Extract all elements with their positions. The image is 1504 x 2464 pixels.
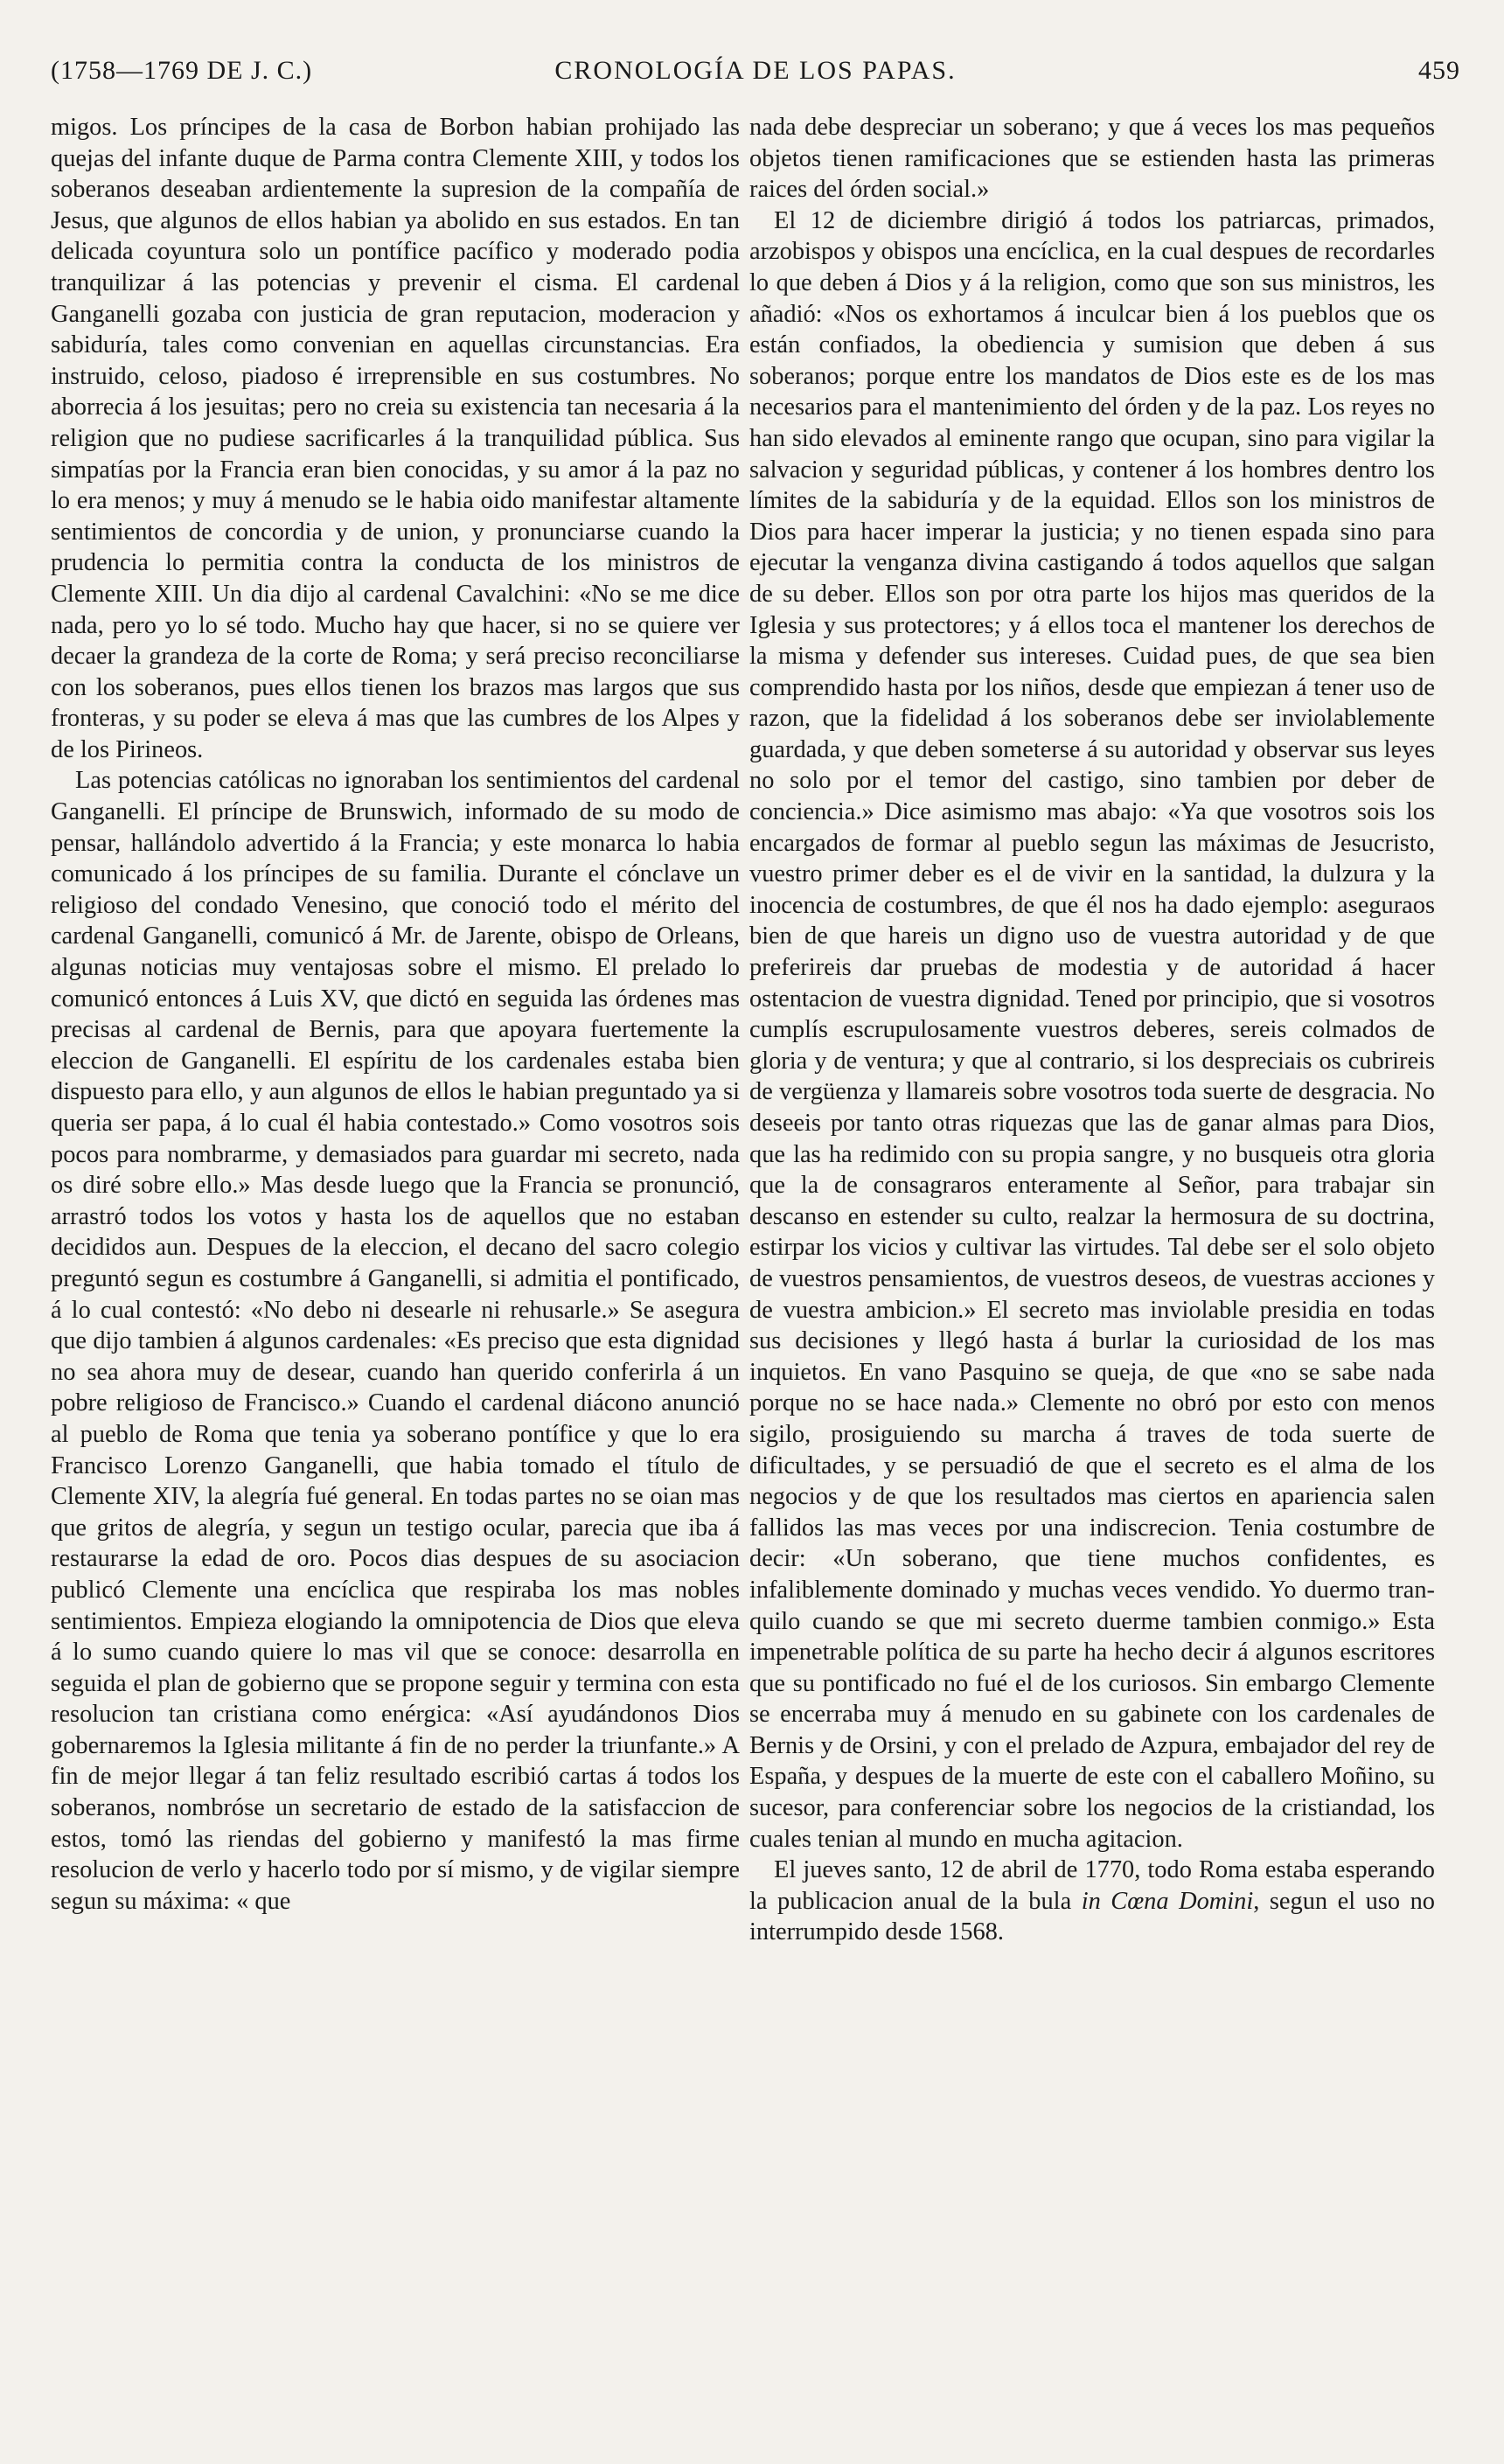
- running-title: CRONOLOGÍA DE LOS PAPAS.: [554, 56, 957, 85]
- paragraph-text: , segun el uso no interrumpido desde 1568.: [749, 1887, 1435, 1946]
- left-column: [51, 112, 740, 1917]
- bull-title: in Cœna Domini: [1081, 1887, 1254, 1915]
- paragraph: migos. Los príncipes de la casa de Borbon habian prohijado las quejas del infante duque de Parma contra Clemente XIII, y todos los soberanos deseaban ardientemente la supresion de la compañía de Jesus, que algunos de ellos habian ya abolido en sus estados. En tan delicada coyuntura solo un pontífice pacífico y moderado podia tranquilizar á las potencias y prevenir el cisma. El cardenal Ganganelli gozaba con justicia de gran reputacion, moderacion y sabiduría, tales como convenian en aquellas circunstancias. Era instruido, celoso, piadoso é irreprensible en sus costumbres. No aborrecia á los jesuitas; pero no creia su existencia tan necesaria á la religion que no pudiese sacrificarles á la tranquilidad pública. Sus simpatías por la Francia eran bien conocidas, y su amor á la paz no lo era menos; y muy á menudo se le habia oido manifestar altamente sentimientos de concordia y de union, y pronunciarse cuando la prudencia lo permitia contra la conducta de los ministros de Clemente XIII. Un dia dijo al cardenal Cavalchini: «No se me dice nada, pero yo lo sé todo. Mucho hay que hacer, si no se quiere ver decaer la grandeza de la corte de Roma; y será preciso reconciliarse con los soberanos, pues ellos tienen los brazos mas largos que sus fronteras, y su poder se eleva á mas que las cumbres de los Alpes y de los Pirineos.: [51, 114, 740, 763]
- paragraph: [749, 1855, 1435, 1948]
- right-column: [749, 112, 1435, 1948]
- page-number: 459: [1418, 56, 1460, 85]
- paragraph-text: El jueves santo, 12 de abril de 1770, todo Roma estaba esperando la publicacion anual de la bula: [749, 1856, 1435, 1915]
- page-header: [51, 56, 1460, 108]
- date-range: (1758—1769 DE J. C.): [51, 56, 313, 85]
- paragraph: Las potencias católicas no ignoraban los sentimientos del cardenal Ganganelli. El príncipe de Brunswich, informado de su modo de pensar, hallándolo advertido á la Francia; y este monarca lo habia comunicado á los príncipes de su familia. Durante el cónclave un religioso del condado Venesino, que conoció todo el mérito del cardenal Ganganelli, comunicó á Mr. de Jarente, obispo de Orleans, algunas noticias muy ventajosas sobre el mismo. El prelado lo comunicó entonces á Luis XV, que dictó en seguida las órdenes mas precisas al cardenal de Bernis, para que apoyara fuertemente la eleccion de Ganganelli. El espíritu de los cardenales estaba bien dispuesto para ello, y aun algunos de ellos le habian preguntado ya si queria ser papa, á lo cual él habia contestado.» Como vosotros sois pocos para nombrarme, y demasiados para guardar mi secreto, nada os diré sobre ello.» Mas desde luego que la Francia se pronunció, arrastró todos los votos y hasta los de aquellos que no estaban decididos aun. Despues de la eleccion, el decano del sacro colegio preguntó segun es costumbre á Ganganelli, si admitia el pontificado, á lo cual contestó: «No debo ni desearle ni rehusarle.» Se asegura que dijo tambien á algunos cardenales: «Es preciso que esta dignidad no sea ahora muy de desear, cuando han querido conferirla á un pobre religioso de Francisco.» Cuando el cardenal diácono anunció al pueblo de Roma que tenia ya soberano pontífice y que lo era Francisco Lorenzo Ganganelli, que habia tomado el título de Clemente XIV, la alegría fué general. En todas partes no se oian mas que gritos de alegría, y segun un testigo ocular, parecia que iba á restaurarse la edad de oro. Pocos dias despues de su asociacion publicó Clemente una encíclica que respiraba los mas nobles sentimientos. Empieza elogiando la omnipotencia de Dios que eleva á lo sumo cuando quiere lo mas vil que se conoce: desarrolla en seguida el plan de gobierno que se propone seguir y termina con esta resolucion tan cristiana como enérgica: «Así ayudándonos Dios gobernaremos la Iglesia militante á fin de no perder la triunfante.» A fin de mejor llegar á tan feliz resultado escribió cartas á todos los soberanos, nombróse un secretario de estado de la satisfaccion de estos, tomó las riendas del gobierno y manifestó la mas firme resolucion de verlo y hacerlo todo por sí mismo, y de vigilar siempre segun su máxima: « que: [51, 767, 740, 1915]
- paragraph: nada debe despreciar un soberano; y que á veces los mas pequeños objetos tienen ramificaciones que se estienden hasta las primeras raices del órden social.»: [749, 114, 1435, 204]
- paragraph: El 12 de diciembre dirigió á todos los patriarcas, primados, arzobispos y obispos una encíclica, en la cual despues de recordarles lo que deben á Dios y á la religion, como que son sus ministros, les añadió: «Nos os exhortamos á inculcar bien á los pueblos que os están confiados, la obediencia y sumision que deben á sus soberanos; porque entre los mandatos de Dios este es de los mas necesarios para el mantenimiento del órden y de la paz. Los reyes no han sido elevados al eminente rango que ocupan, sino para vigilar la salvacion y seguridad públicas, y contener á los hombres dentro los límites de la sabiduría y de la equidad. Ellos son los ministros de Dios para hacer imperar la justicia; y no tienen espada sino para ejecutar la venganza divina castigando á todos aquellos que salgan de su deber. Ellos son por otra parte los hijos mas queridos de la Iglesia y sus protectores; y á ellos toca el mantener los derechos de la misma y defender sus intereses. Cuidad pues, de que sea bien comprendido hasta por los niños, desde que empiezan á tener uso de razon, que la fidelidad á los soberanos debe ser inviolablemente guardada, y que deben someterse á su autoridad y observar sus leyes no solo por el temor del castigo, sino tambien por deber de conciencia.» Dice asimismo mas abajo: «Ya que vosotros sois los encargados de formar al pueblo segun las máximas de Jesucristo, vuestro primer deber es el de vivir en la santidad, la dulzura y la inocencia de costumbres, de que él nos ha dado ejemplo: aseguraos bien de que hareis un digno uso de vuestra autoridad y de que preferireis dar pruebas de modestia y de autoridad á hacer ostentacion de vuestra dignidad. Tened por principio, que si vosotros cumplís escrupulosamente vuestros deberes, sereis colmados de gloria y de ventura; y que al contrario, si los despreciais os cubrireis de vergüenza y llamareis sobre vosotros toda suerte de desgracia. No deseeis por tanto otras riquezas que las de ganar almas para Dios, que las ha redimido con su propia sangre, y no busqueis otra gloria que la de consagraros enteramente al Señor, para trabajar sin descanso en estender su culto, realzar la hermosura de su doctrina, estirpar los vicios y cultivar las virtudes. Tal debe ser el solo objeto de vuestros pensamientos, de vuestros deseos, de vuestras acciones y de vuestra ambicion.» El secreto mas inviolable presidia en todas sus decisiones y llegó hasta á burlar la curiosidad de los mas inquietos. En vano Pasquino se queja, de que «no se sabe nada porque no se hace nada.» Clemente no obró por esto con menos sigilo, prosiguiendo su marcha á traves de toda suerte de dificultades, y se persuadió de que el secreto es el alma de los negocios y de que los resultados mas ciertos en apariencia salen fallidos las mas veces por una indiscrecion. Tenia costumbre de decir: «Un soberano, que tiene muchos confidentes, es infaliblemente dominado y muchas veces vendido. Yo duermo tranquilo cuando se que mi secreto duerme tambien conmigo.» Esta impenetrable política de su parte ha hecho decir á algunos escritores que su pontificado no fué el de los curiosos. Sin embargo Clemente se encerraba muy á menudo en su gabinete con los cardenales de Bernis y de Orsini, y con el prelado de Azpura, embajador del rey de España, y despues de la muerte de este con el caballero Moñino, su sucesor, para conferenciar sobre los negocios de la cristiandad, los cuales tenian al mundo en mucha agitacion.: [749, 206, 1435, 1853]
